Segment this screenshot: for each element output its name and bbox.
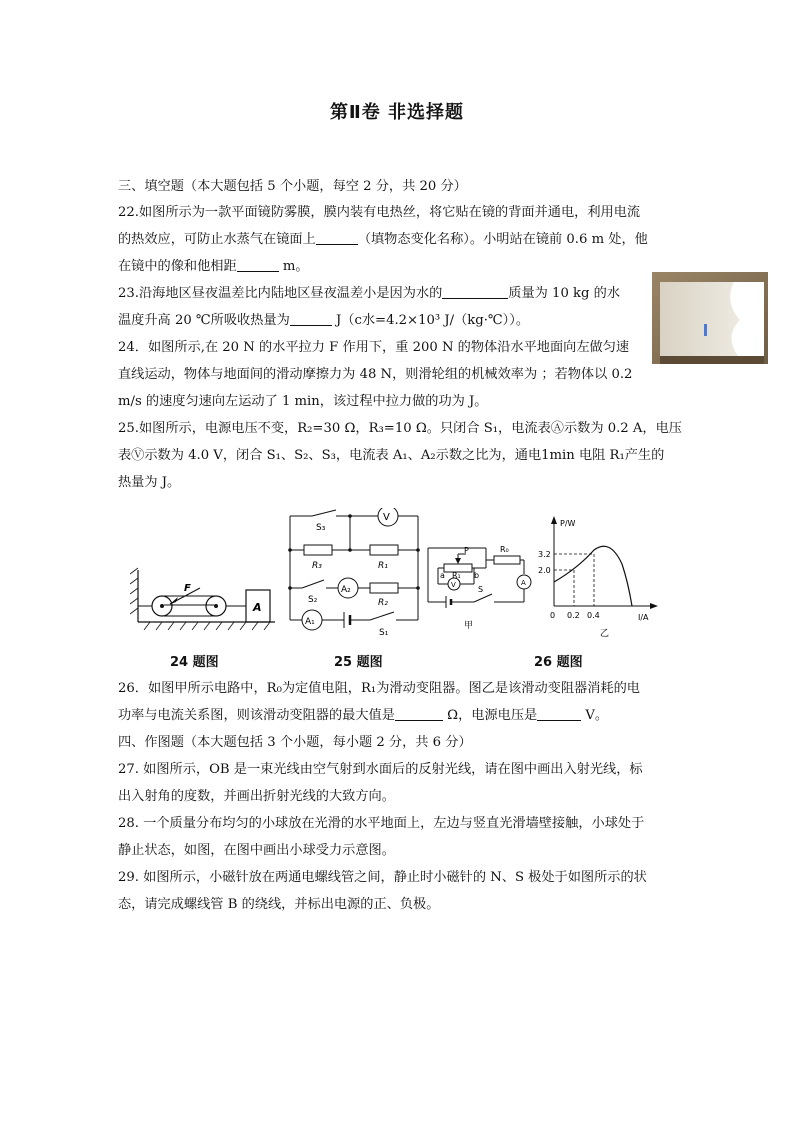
q22-blank-1[interactable] (316, 230, 358, 245)
q23-text-b: 质量为 10 kg 的水 (508, 286, 621, 301)
fig26a-r0: R₀ (500, 545, 509, 554)
q22-text-b: （填物态变化名称）。小明站在镜前 0.6 m 处，他 (357, 232, 648, 247)
question-26-line-1: 26．如图甲所示电路中，R₀为定值电阻，R₁为滑动变阻器。图乙是该滑动变阻器消耗的电 (118, 681, 640, 696)
fig26b-xlabel: I/A (638, 613, 649, 622)
question-27-line-1: 27. 如图所示，OB 是一束光线由空气射到水面后的反射光线，请在图中画出入射光线，标 (118, 762, 643, 777)
fig25-a2: A₂ (341, 585, 351, 595)
fig26b-y-tick-2-0: 2.0 (538, 566, 551, 575)
question-28-line-1: 28. 一个质量分布均匀的小球放在光滑的水平地面上，左边与竖直光滑墙壁接触，小球处于 (118, 816, 645, 831)
figure-25-circuit (282, 508, 422, 642)
question-28-line-2: 静止状态，如图，在图中画出小球受力示意图。 (118, 843, 395, 858)
fig25-r1: R₁ (378, 561, 388, 571)
question-25-line-2: 表Ⓥ示数为 4.0 V，闭合 S₁、S₂、S₃，电流表 A₁、A₂示数之比为，通电1min 电阻 R₁产生的 (118, 448, 665, 463)
figure-26a-circuit (424, 540, 536, 636)
figure-25-caption: 25 题图 (334, 655, 383, 670)
fig26a-r1: R₁ (452, 571, 461, 580)
figure-24-caption: 24 题图 (170, 655, 219, 670)
question-25-line-1: 25.如图所示，电源电压不变，R₂=30 Ω，R₃=10 Ω。只闭合 S₁，电流表Ⓐ示数为 0.2 A，电压 (118, 421, 682, 436)
question-29-line-2: 态，请完成螺线管 B 的绕线，并标出电源的正、负极。 (118, 897, 440, 912)
fig25-a1: A₁ (305, 617, 315, 627)
q26-blank-1[interactable] (395, 706, 443, 721)
fig26a-switch: S (478, 585, 484, 594)
q23-text-d: J（c水=4.2×10³ J/（kg·℃））。 (331, 313, 530, 328)
q26-text-c: V。 (581, 708, 609, 723)
question-22-line-1: 22.如图所示为一款平面镜防雾膜，膜内装有电热丝，将它贴在镜的背面并通电，利用电流 (118, 205, 641, 220)
fig24-force-label: F (184, 583, 191, 594)
question-23-line-1 (118, 281, 678, 308)
fig26a-terminal-a: a (440, 571, 445, 580)
question-22-line-2 (118, 227, 678, 254)
fig24-block-label: A (253, 601, 262, 614)
fig25-voltmeter: V (383, 512, 390, 523)
fig25-s3: S₃ (316, 523, 326, 533)
q23-text-a: 23.沿海地区昼夜温差比内陆地区昼夜温差小是因为水的 (118, 286, 443, 301)
question-24-line-1: 24．如图所示,在 20 N 的水平拉力 F 作用下，重 200 N 的物体沿水平地面向左做匀速 (118, 340, 630, 355)
section-3-heading: 三、填空题（本大题包括 5 个小题，每空 2 分，共 20 分） (118, 179, 467, 194)
fig26a-voltmeter: V (451, 581, 456, 589)
fig26a-slider-p: P (464, 546, 469, 555)
fig26b-x-tick-0: 0 (550, 611, 556, 620)
question-25-line-3: 热量为 J。 (118, 475, 181, 490)
q22-text-a: 的热效应，可防止水蒸气在镜面上 (118, 232, 316, 247)
fig26b-x-tick-0-2: 0.2 (567, 611, 580, 620)
question-23-line-2 (118, 308, 678, 335)
fig26a-caption: 甲 (464, 621, 474, 631)
fig26b-x-tick-0-4: 0.4 (587, 611, 600, 620)
question-29-line-1: 29. 如图所示，小磁针放在两通电螺线管之间，静止时小磁针的 N、S 极处于如图所示的状 (118, 870, 647, 885)
question-24-line-3: m/s 的速度匀速向左运动了 1 min，该过程中拉力做的功为 J。 (118, 394, 488, 409)
fig25-r3: R₃ (312, 561, 322, 571)
question-24-line-2: 直线运动，物体与地面间的滑动摩擦力为 48 N，则滑轮组的机械效率为 ；若物体以 0.2 (118, 367, 633, 382)
fig26a-terminal-b: b (474, 571, 480, 580)
section-4-heading: 四、作图题（本大题包括 3 个小题，每小题 2 分，共 6 分） (118, 735, 472, 750)
fig26a-ammeter: A (521, 579, 526, 587)
figure-26-caption: 26 题图 (534, 655, 583, 670)
q26-blank-2[interactable] (537, 706, 581, 721)
q26-text-a: 功率与电流关系图，则该滑动变阻器的最大值是 (118, 708, 395, 723)
fig25-r2: R₂ (378, 598, 388, 608)
q23-blank-2[interactable] (290, 311, 332, 326)
figure-26b-graph (538, 512, 662, 646)
page-title: 第Ⅱ卷 非选择题 (329, 102, 465, 123)
question-26-line-2 (118, 703, 678, 730)
q22-text-c: 在镜中的像和他相距 (118, 259, 237, 274)
q23-text-c: 温度升高 20 ℃所吸收热量为 (118, 313, 290, 328)
q26-text-b: Ω，电源电压是 (442, 708, 538, 723)
fig26b-y-tick-3-2: 3.2 (538, 550, 551, 559)
q23-blank-1[interactable] (442, 284, 508, 299)
figure-24-pulley (130, 560, 280, 644)
q22-text-d: m。 (278, 259, 309, 274)
fig25-s2: S₂ (308, 595, 318, 605)
fig26b-ylabel: P/W (560, 519, 576, 528)
question-27-line-2: 出入射角的度数，并画出折射光线的大致方向。 (118, 789, 395, 804)
fig26b-caption: 乙 (600, 629, 610, 639)
fig25-s1: S₁ (379, 628, 389, 638)
question-22-line-3 (118, 254, 678, 281)
q22-blank-2[interactable] (237, 257, 279, 272)
